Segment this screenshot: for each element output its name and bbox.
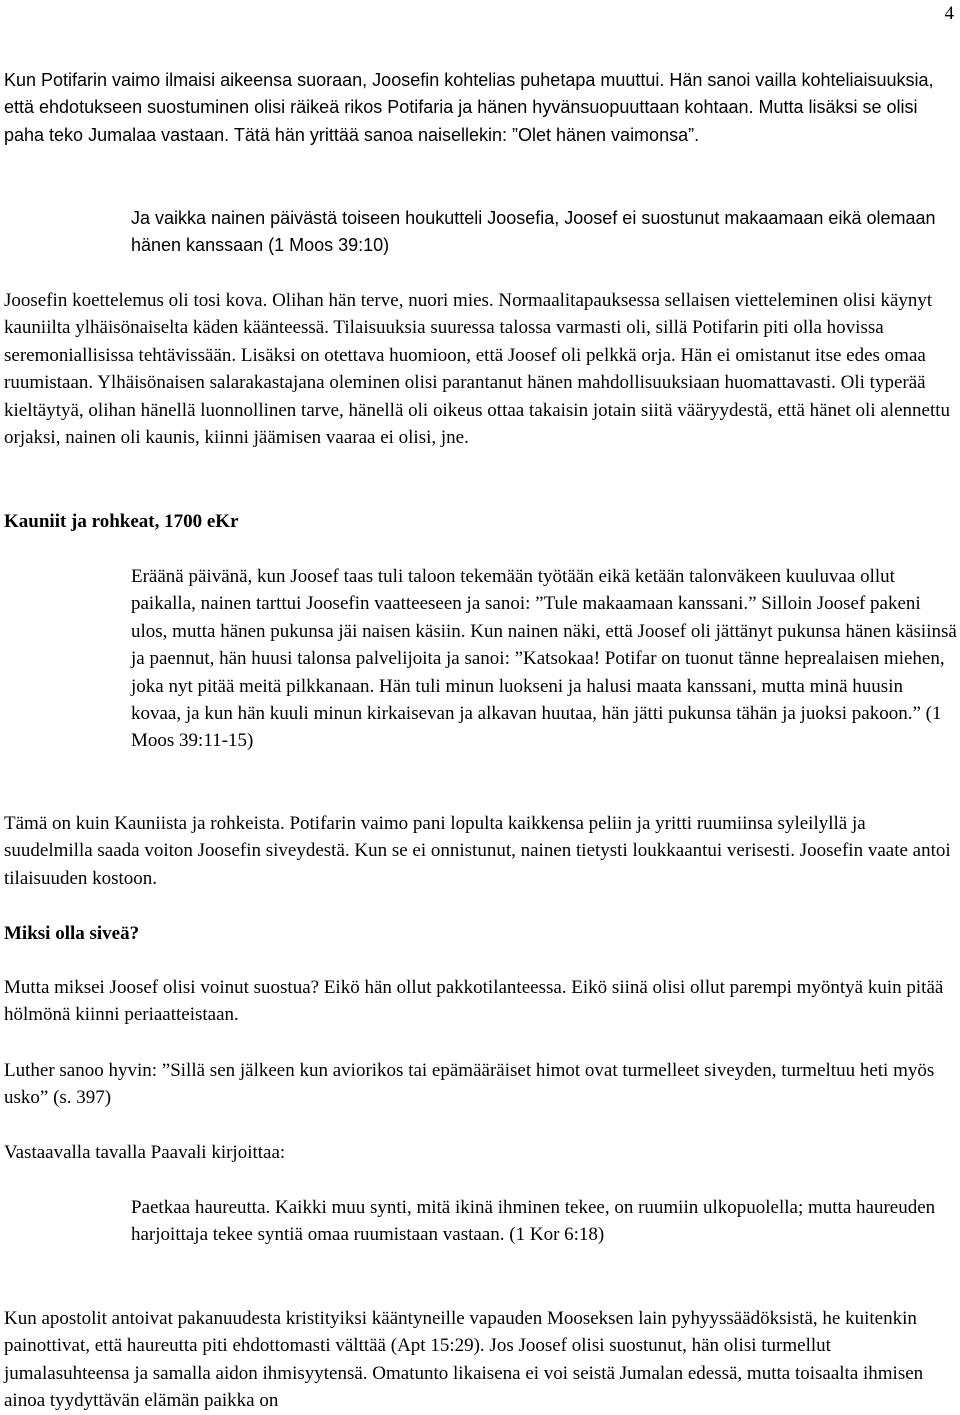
quote-1-moos-39-11-15: Eräänä päivänä, kun Joosef taas tuli taloon tekemään työtään eikä ketään talonväkeen kuuluvaa ollut paikalla, nainen tarttui Joosefin vaatteeseen ja sanoi: ”Tule makaamaan kanssani.” Silloin Joosef pakeni ulos, mutta hänen pukunsa jäi naisen käsiin. Kun nainen näki, että Joosef oli jättänyt pukunsa hänen käsiinsä ja paennut, hän huusi talonsa palvelijoita ja sanoi: ”Katsokaa! Potifar on tuonut tänne heprealaisen miehen, joka nyt pitää meitä pilkkanaan. Hän tuli minun luokseni ja halusi maata kanssani, mutta minä huusin kovaa, ja kun hän kuuli minun kirkaisevan ja alkavan huutaa, hän jätti pukunsa tähän ja juoksi pakoon.” (1 Moos 39:11-15) bbox=[131, 566, 957, 752]
heading-miksi-olla-sivea: Miksi olla siveä? bbox=[4, 923, 140, 944]
paragraph-luther: Luther sanoo hyvin: ”Sillä sen jälkeen kun aviorikos tai epämääräiset himot ovat turmelleet siveyden, turmeltuu heti myös usko” (s. 397) bbox=[4, 1060, 935, 1109]
paragraph-kuin-kauniista: Tämä on kuin Kauniista ja rohkeista. Potifarin vaimo pani lopulta kaikkensa peliin ja yritti ruumiinsa syleilyllä ja suudelmilla saada voiton Joosefin siveydestä. Kun se ei onnistunut, nainen tietysti loukkaantui verisesti. Joosefin vaate antoi tilaisuuden kostoon. bbox=[4, 813, 951, 889]
paragraph-intro: Kun Potifarin vaimo ilmaisi aikeensa suoraan, Joosefin kohtelias puhetapa muuttui. Hän sanoi vailla kohteliaisuuksia, että ehdotukseen suostuminen olisi räikeä rikos Potifaria ja hänen hyvänsuopuuttaan kohtaan. Mutta lisäksi se olisi paha teko Jumalaa vastaan. Tätä hän yrittää sanoa naisellekin: ”Olet hänen vaimonsa”. bbox=[4, 70, 934, 145]
paragraph-apostolit: Kun apostolit antoivat pakanuudesta kristityiksi kääntyneille vapauden Mooseksen lain pyhyyssäädöksistä, he kuitenkin painottivat, että haureutta piti ehdottomasti välttää (Apt 15:29). Jos Joosef olisi suostunut, hän olisi turmellut jumalasuhteensa ja samalla aidon ihmisyytensä. Omatunto likaisena ei voi seistä Jumalan edessä, mutta toisaalta ihmisen ainoa tyydyttävän elämän paikka on bbox=[4, 1308, 924, 1412]
quote-1-kor-6-18: Paetkaa haureutta. Kaikki muu synti, mitä ikinä ihminen tekee, on ruumiin ulkopuolella; mutta haureuden harjoittaja tekee syntiä omaa ruumistaan vastaan. (1 Kor 6:18) bbox=[131, 1197, 936, 1246]
paragraph-paavali-intro: Vastaavalla tavalla Paavali kirjoittaa: bbox=[4, 1142, 286, 1163]
quote-1-moos-39-10: Ja vaikka nainen päivästä toiseen houkutteli Joosefia, Joosef ei suostunut makaamaan eikä olemaan hänen kanssaan (1 Moos 39:10) bbox=[131, 208, 936, 256]
paragraph-koettelemus: Joosefin koettelemus oli tosi kova. Olihan hän terve, nuori mies. Normaalitapauksessa sellaisen vietteleminen olisi käynyt kauniilta ylhäisönaiselta käden käänteessä. Tilaisuuksia suuressa talossa varmasti oli, sillä Potifarin piti olla hovissa seremoniallisissa tehtävissään. Lisäksi on otettava huomioon, että Joosef oli pelkkä orja. Hän ei omistanut itse edes omaa ruumistaan. Ylhäisönaisen salarakastajana oleminen olisi parantanut hänen mahdollisuuksiaan huomattavasti. Oli typerää kieltäytyä, olihan hänellä luonnollinen tarve, hänellä oli oikeus ottaa takaisin jotain siitä vääryydestä, että hänet oli alennettu orjaksi, nainen oli kaunis, kiinni jäämisen vaaraa ei olisi, jne. bbox=[4, 290, 951, 449]
heading-kauniit-ja-rohkeat: Kauniit ja rohkeat, 1700 eKr bbox=[4, 511, 239, 532]
paragraph-miksei-joosef: Mutta miksei Joosef olisi voinut suostua? Eikö hän ollut pakkotilanteessa. Eikö siinä olisi ollut parempi myöntyä kuin pitää hölmönä kiinni periaatteistaan. bbox=[4, 977, 944, 1026]
page-number: 4 bbox=[944, 3, 954, 24]
